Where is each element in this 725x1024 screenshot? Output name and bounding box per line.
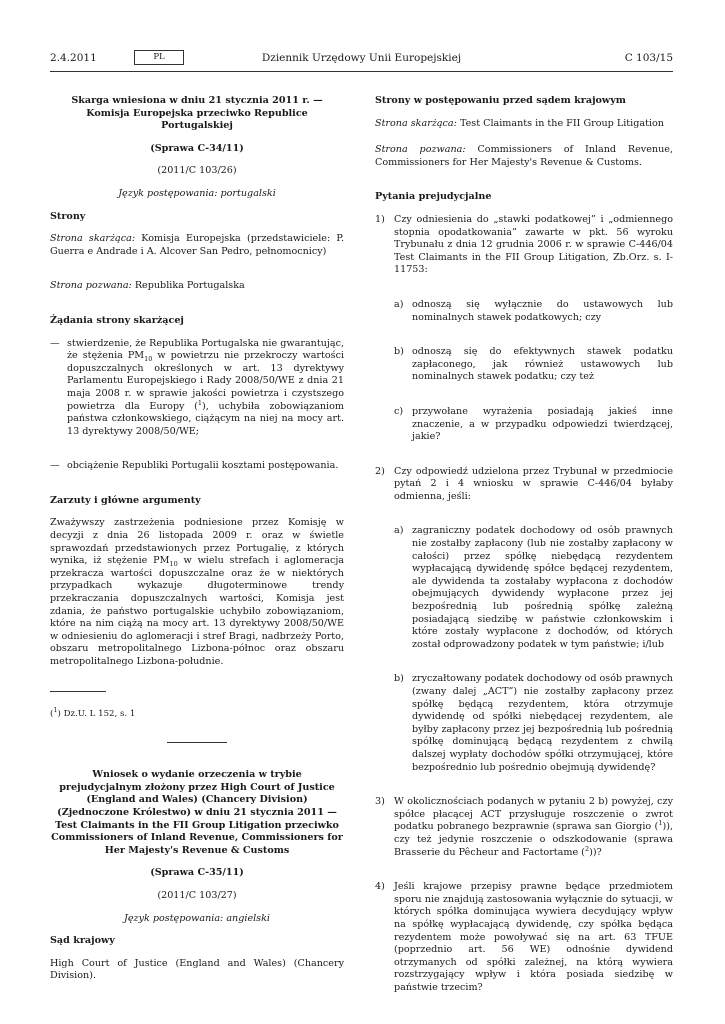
defendant-text: Commissioners of Inland Revenue, Commissioners for Her Majesty's Revenue & Customs. (375, 144, 673, 168)
subquestion-marker: a) (394, 525, 404, 537)
case2-ref: (2011/C 103/27) (157, 889, 237, 901)
question3-text: W okolicznościach podanych w pytaniu 2 b) powyżej, czy spółce płacącej ACT przysługuje roszczenie o zwrot podatku pobranego bezprawnie (sprawa san Giorgio ( (394, 796, 673, 833)
applicant-label: Strona skarżąca: (50, 233, 136, 245)
case1-defendant (50, 280, 344, 293)
subquestion-item (394, 299, 673, 324)
case2-defendant (375, 144, 673, 169)
footnote-mark: 1 (53, 705, 58, 714)
case2-court-text: High Court of Justice (England and Wales) (Chancery Division). (50, 957, 344, 982)
subquestion-marker: b) (394, 673, 404, 685)
question3-text-end: ))? (589, 846, 602, 858)
pleas-subscript: 10 (169, 560, 178, 569)
claim1-text-end: ), uchybiła zobowiązaniom państwa członkowskiego, ciążącym na niej na mocy art. 13 dyrektywy 2008/50/WE; (67, 400, 344, 437)
subquestion-text: zryczałtowany podatek dochodowy od osób prawnych (zwany dalej „ACT”) nie zostałby zapłacony przez spółkę będącą rezydentem, która otrzymuje dywidendę od spółki niebędącej rezydentem, ale byłby zapłacony przez jej bezpośrednią lub pośrednią spółkę dominującą będącą rezydentem z chwilą dalszej wypłaty dochodów spółki otrzymującej, które bezpośrednio lub pośrednio obejmują dywidendę? (412, 673, 673, 773)
case1-pleas-heading: Zarzuty i główne argumenty (50, 494, 201, 506)
applicant-text: Test Claimants in the FII Group Litigation (456, 117, 664, 129)
subquestion-item (394, 346, 673, 384)
defendant-label: Strona pozwana: (375, 144, 466, 156)
pleas-text-b: w wielu strefach i aglomeracja przekracza wartości dopuszczalne oraz że w niektórych przypadkach wykazuje długoterminowe trendy przekraczania dopuszczalnych wartości, Komisja jest zdania, że państwo portugalskie uchybiło zobowiązaniom, które na nim ciążą na mocy art. 13 dyrektywy 2008/50/WE w odniesieniu do aglomeracji i stref Bragi, nadbrzeży Porto, obszaru metropolitalnego Lizbona-północ oraz obszaru metropolitalnego Lizbona-południe. (50, 555, 345, 667)
journal-title: Dziennik Urzędowy Unii Europejskiej (261, 52, 462, 64)
claim1-text-cont: w powietrzu nie przekroczy wartości dopuszczalnych określonych w art. 13 dyrektywy Parlamentu Europejskiego i Rady 2008/50/WE z dnia 21 maja 2008 r. w sprawie jakości powietrza i czystszego powietrza dla Europy ( (67, 350, 345, 412)
case1-number: (Sprawa C-34/11) (150, 142, 244, 154)
case1-title: Skarga wniesiona w dniu 21 stycznia 2011 r. — Komisja Europejska przeciwko Republice Portugalskiej (71, 95, 323, 132)
subquestion-item (394, 525, 673, 651)
case1-parties-heading: Strony (50, 210, 86, 222)
header-rule (50, 71, 673, 72)
left-column (50, 95, 344, 983)
subquestion-text: odnoszą się wyłącznie do ustawowych lub nominalnych stawek podatkowych; czy (412, 298, 673, 323)
claim-dash: — (50, 337, 60, 349)
subquestion-marker: a) (394, 298, 404, 310)
case2-language: Język postępowania: angielski (124, 912, 270, 924)
case2-number: (Sprawa C-35/11) (150, 867, 244, 879)
case2-parties-heading: Strony w postępowaniu przed sądem krajowym (375, 95, 626, 106)
footnote: ($^1$) Dz.U. L 152, s. 1 (50, 705, 136, 719)
case2-title: Wniosek o wydanie orzeczenia w trybie prejudycjalnym złożony przez High Court of Justice (England and Wales) (Chancery Division) (Zjednoczone Królestwo) w dniu 21 stycznia 2011 — Test Claimants in the FII Group Litigation przeciwko Commissioners of Inland Revenue, Commissioners for Her Majesty's Revenue & Customs (51, 769, 343, 856)
defendant-label: Strona pozwana: (50, 280, 132, 292)
case1-claims-heading: Żądania strony skarżącej (50, 314, 184, 326)
defendant-text: Republika Portugalska (131, 280, 245, 292)
footnote-ref[interactable]: 1 (197, 398, 203, 407)
question-item (375, 214, 673, 277)
question3-text-cont: )), czy też jedynie roszczenie o odszkodowanie (sprawa Brasserie du Pêcheur and Factortame ( (394, 821, 673, 858)
subquestion-text: przywołane wyrażenia posiadają jakieś inne znaczenie, a w przypadku odpowiedzi twierdzącej, jakie? (412, 405, 673, 443)
applicant-text: Komisja Europejska (przedstawiciele: P. Guerra e Andrade i A. Alcover San Pedro, pełnomocnicy) (50, 233, 344, 257)
subquestion-item (394, 673, 673, 774)
question-text: Czy odpowiedź udzielona przez Trybunał w przedmiocie pytań 2 i 4 wniosku w sprawie C-446/04 byłaby odmienna, jeśli: (394, 465, 673, 502)
claim2-text: obciążenie Republiki Portugalii kosztami postępowania. (67, 460, 339, 472)
claim1-subscript: 10 (144, 355, 153, 364)
case1-pleas-text (50, 517, 344, 668)
question-number: 2) (375, 465, 385, 477)
page-reference: C 103/15 (624, 52, 673, 64)
claim-item (50, 460, 344, 473)
question-item (375, 796, 673, 859)
subquestion-text: odnoszą się do efektywnych stawek podatku zapłaconego, jak również ustawowych lub nominalnych stawek podatku; czy też (412, 346, 673, 383)
subquestion-marker: c) (394, 405, 404, 417)
case1-language: Język postępowania: portugalski (118, 187, 276, 199)
question-number: 3) (375, 796, 385, 808)
language-code-box: PL (134, 50, 184, 65)
footnote-ref[interactable]: 1 (658, 819, 663, 828)
pleas-text-a: Zważywszy zastrzeżenia podniesione przez Komisję w decyzji z dnia 26 listopada 2009 r. oraz w świetle sprawozdań przedstawionych przez Portugalię, z których wynika, iż stężenie PM (50, 517, 344, 567)
case1-applicant (50, 233, 344, 258)
footnote-rule (50, 691, 106, 692)
case1-ref: (2011/C 103/26) (157, 165, 237, 177)
question-item (375, 466, 673, 504)
subquestion-text: zagraniczny podatek dochodowy od osób prawnych nie zostałby zapłacony (lub nie zostałby zapłacony w całości) przez spółkę niebędącą rezydentem wypłacającą dywidendę spółce będącej rezydentem, ale dywidenda ta zostałaby wypłacona z dochodów obejmujących dywidendy wypłacone przez jej bezpośrednią lub pośrednią spółkę zależną posiadającą siedzibę w państwie członkowskim i które zostały wypłacone z dochodów, od których został odprowadzony podatek w tym państwie; i/lub (412, 525, 673, 650)
question-text: Czy odniesienia do „stawki podatkowej” i „odmiennego stopnia opodatkowania” zawarte w pkt. 56 wyroku Trybunału z dnia 12 grudnia 2006 r. w sprawie C-446/04 Test Claimants in the FII Group Litigation, Zb.Orz. s. I-11753: (394, 213, 673, 276)
section-separator (167, 742, 227, 743)
applicant-label: Strona skarżąca: (375, 117, 457, 129)
footnote-text: Dz.U. L 152, s. 1 (60, 708, 136, 719)
footnote-ref[interactable]: 2 (584, 844, 590, 853)
question-number: 1) (375, 213, 385, 225)
question-number: 4) (375, 881, 385, 893)
subquestion-marker: b) (394, 346, 404, 358)
question-item (375, 881, 673, 994)
publication-date: 2.4.2011 (50, 52, 97, 64)
page-header (50, 52, 673, 70)
claim1-text: stwierdzenie, że Republika Portugalska nie gwarantując, że stężenia PM (67, 337, 344, 362)
right-column (375, 95, 673, 994)
question-text: Jeśli krajowe przepisy prawne będące przedmiotem sporu nie znajdują zastosowania wyłącznie do sytuacji, w których spółka dominująca wywiera decydujący wpływ na spółkę wypłacającą dywidendę, czy spółka będąca rezydentem może powoływać się na art. 63 TFUE (poprzednio art. 56 WE) odnośnie dywidend otrzymanych od spółki zależnej, na którą wywiera rozstrzygający wpływ i która posiada siedzibę w państwie trzecim? (394, 881, 673, 993)
case2-court-heading: Sąd krajowy (50, 935, 115, 947)
case2-applicant (375, 118, 673, 131)
subquestion-item (394, 406, 673, 444)
claim-dash: — (50, 460, 60, 472)
questions-heading: Pytania prejudycjalne (375, 191, 492, 203)
claim-item (50, 338, 344, 439)
